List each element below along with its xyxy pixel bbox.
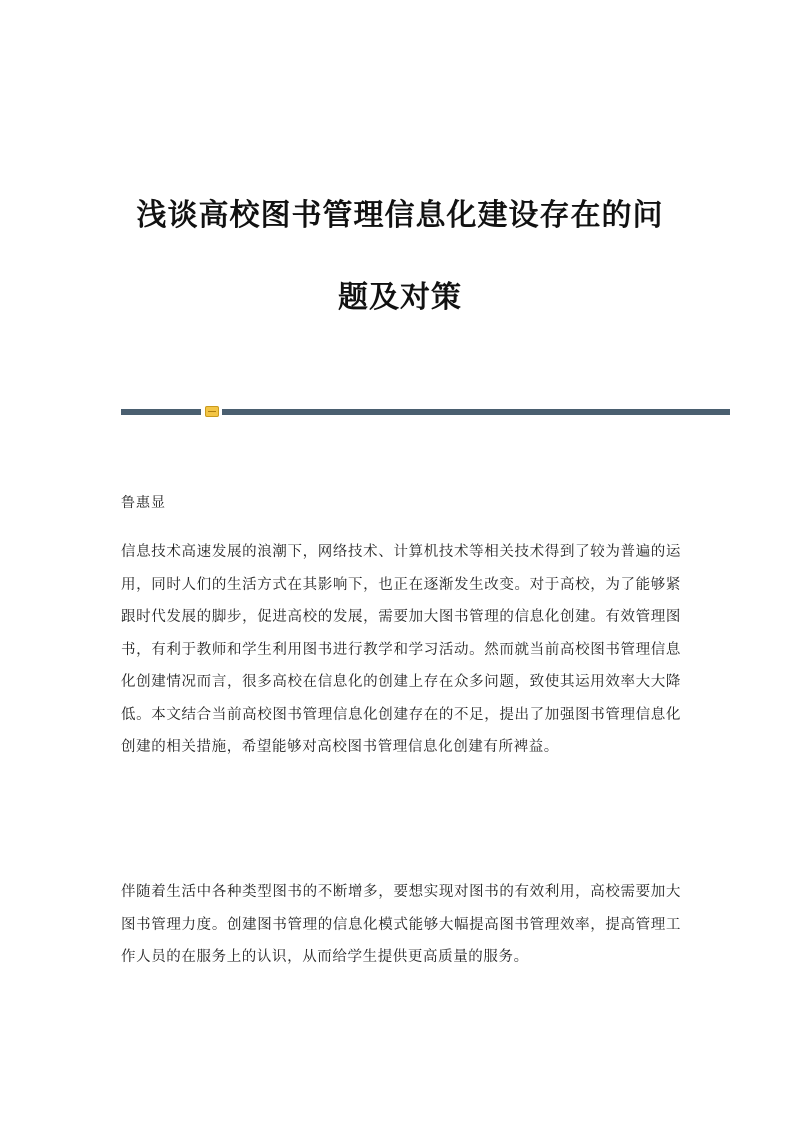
body-paragraph-2: 伴随着生活中各种类型图书的不断增多，要想实现对图书的有效利用，高校需要加大图书管理力度。创建图书管理的信息化模式能够大幅提高图书管理效率，提高管理工作人员的在服务上的认识，从而给学生提供更高质量的服务。: [121, 884, 681, 965]
divider-ornament-icon: [205, 406, 219, 417]
title-divider-left: [121, 409, 201, 415]
document-title-line-1: 浅谈高校图书管理信息化建设存在的问: [136, 198, 664, 233]
author-name: 鲁惠显: [121, 495, 166, 511]
title-divider-right: [222, 409, 730, 415]
body-paragraph-1: 信息技术高速发展的浪潮下，网络技术、计算机技术等相关技术得到了较为普遍的运用，同时人们的生活方式在其影响下，也正在逐渐发生改变。对于高校，为了能够紧跟时代发展的脚步，促进高校的发展，需要加大图书管理的信息化创建。有效管理图书，有利于教师和学生利用图书进行教学和学习活动。然而就当前高校图书管理信息化创建情况而言，很多高校在信息化的创建上存在众多问题，致使其运用效率大大降低。本文结合当前高校图书管理信息化创建存在的不足，提出了加强图书管理信息化创建的相关措施，希望能够对高校图书管理信息化创建有所裨益。: [121, 544, 681, 755]
document-title-line-2: 题及对策: [338, 280, 462, 315]
